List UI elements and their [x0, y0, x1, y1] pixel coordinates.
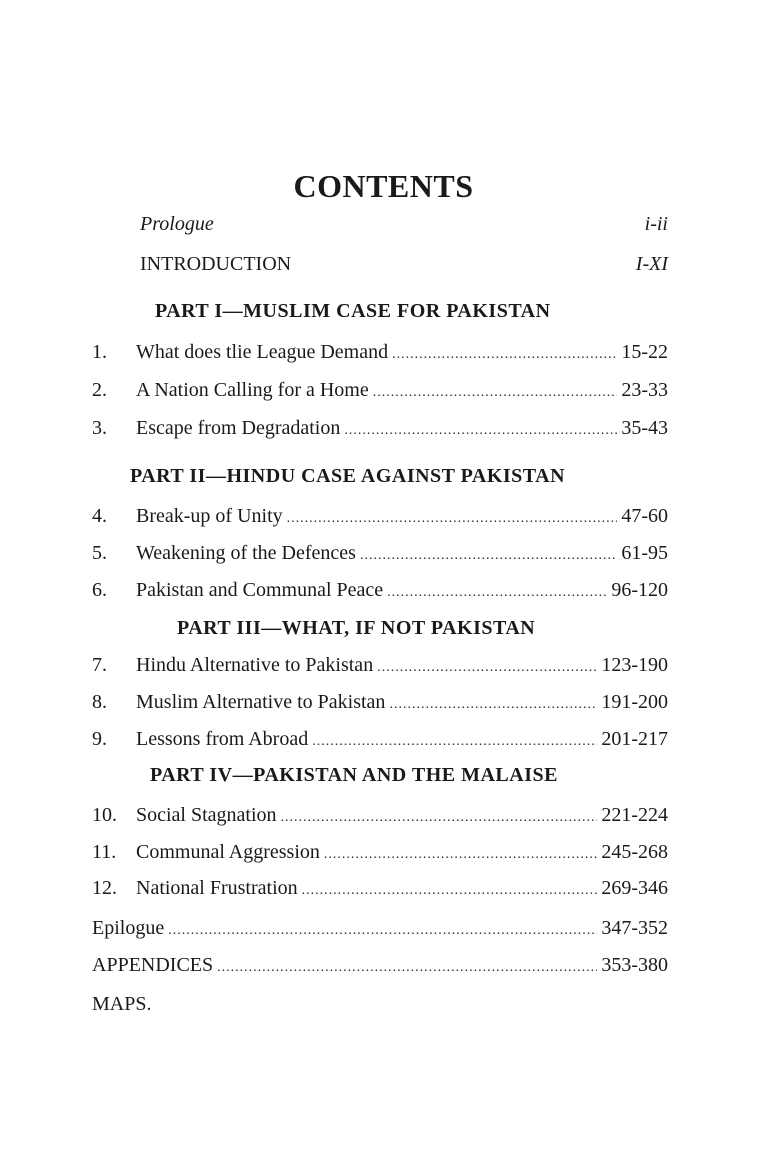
chapter-pages: 269-346: [601, 877, 668, 899]
part-heading: PART IV—PAKISTAN AND THE MALAISE: [150, 764, 558, 786]
chapter-title: Muslim Alternative to Pakistan: [136, 691, 386, 713]
maps-label: MAPS.: [92, 993, 152, 1015]
dot-leader: [392, 341, 617, 369]
chapter-title: Escape from Degradation: [136, 417, 341, 439]
epilogue-label: Epilogue: [92, 917, 165, 939]
chapter-number: 4.: [92, 505, 107, 527]
chapter-pages: 123-190: [601, 654, 668, 676]
chapter-title: Lessons from Abroad: [136, 728, 309, 750]
chapter-pages: 96-120: [611, 579, 668, 601]
page-title: CONTENTS: [293, 168, 474, 204]
chapter-title: Weakening of the Defences: [136, 542, 356, 564]
chapter-title: Break-up of Unity: [136, 505, 283, 527]
appendices-label: APPENDICES: [92, 954, 214, 976]
epilogue-entry: [92, 914, 668, 942]
chapter-number: 6.: [92, 579, 107, 601]
chapter-number: 2.: [92, 379, 107, 401]
dot-leader: [387, 579, 607, 607]
chapter-number: 12.: [92, 877, 117, 899]
dot-leader: [287, 505, 618, 533]
chapter-pages: 201-217: [601, 728, 668, 750]
chapter-number: 1.: [92, 341, 107, 363]
chapter-entry: [92, 874, 668, 902]
dot-leader: [302, 877, 598, 905]
chapter-title: Hindu Alternative to Pakistan: [136, 654, 374, 676]
chapter-number: 10.: [92, 804, 117, 826]
chapter-entry: [92, 539, 668, 567]
chapter-entry: [92, 651, 668, 679]
dot-leader: [281, 804, 598, 832]
chapter-number: 5.: [92, 542, 107, 564]
dot-leader: [389, 691, 597, 719]
chapter-entry: [92, 502, 668, 530]
chapter-entry: [92, 414, 668, 442]
dot-leader: [168, 917, 597, 945]
chapter-pages: 61-95: [621, 542, 668, 564]
chapter-number: 7.: [92, 654, 107, 676]
chapter-number: 9.: [92, 728, 107, 750]
chapter-pages: 23-33: [621, 379, 668, 401]
chapter-number: 11.: [92, 841, 117, 863]
chapter-entry: [92, 801, 668, 829]
introduction-pages: I-XI: [635, 253, 668, 275]
maps-entry: [92, 990, 668, 1018]
chapter-pages: 47-60: [621, 505, 668, 527]
dot-leader: [312, 728, 597, 756]
prologue-label: Prologue: [140, 213, 214, 235]
dot-leader: [324, 841, 597, 869]
appendices-entry: [92, 951, 668, 979]
epilogue-pages: 347-352: [601, 917, 668, 939]
appendices-pages: 353-380: [601, 954, 668, 976]
introduction-entry: [140, 250, 668, 278]
chapter-title: Pakistan and Communal Peace: [136, 579, 384, 601]
chapter-entry: [92, 338, 668, 366]
part-heading: PART II—HINDU CASE AGAINST PAKISTAN: [130, 465, 566, 487]
dot-leader: [344, 417, 617, 445]
chapter-pages: 245-268: [601, 841, 668, 863]
chapter-title: What does tlie League Demand: [136, 341, 389, 363]
chapter-title: Social Stagnation: [136, 804, 277, 826]
chapter-pages: 35-43: [621, 417, 668, 439]
chapter-number: 3.: [92, 417, 107, 439]
dot-leader: [360, 542, 617, 570]
dot-leader: [377, 654, 597, 682]
chapter-number: 8.: [92, 691, 107, 713]
chapter-entry: [92, 725, 668, 753]
chapter-title: A Nation Calling for a Home: [136, 379, 369, 401]
dot-leader: [373, 379, 618, 407]
chapter-title: Communal Aggression: [136, 841, 320, 863]
chapter-pages: 191-200: [601, 691, 668, 713]
chapter-pages: 221-224: [601, 804, 668, 826]
chapter-entry: [92, 576, 668, 604]
prologue-pages: i-ii: [644, 213, 668, 235]
introduction-label: INTRODUCTION: [140, 253, 292, 275]
part-heading: PART III—WHAT, IF NOT PAKISTAN: [177, 617, 536, 639]
chapter-entry: [92, 838, 668, 866]
prologue-entry: [140, 210, 668, 238]
chapter-pages: 15-22: [621, 341, 668, 363]
chapter-entry: [92, 688, 668, 716]
chapter-title: National Frustration: [136, 877, 298, 899]
part-heading: PART I—MUSLIM CASE FOR PAKISTAN: [155, 300, 551, 322]
chapter-entry: [92, 376, 668, 404]
dot-leader: [217, 954, 597, 982]
